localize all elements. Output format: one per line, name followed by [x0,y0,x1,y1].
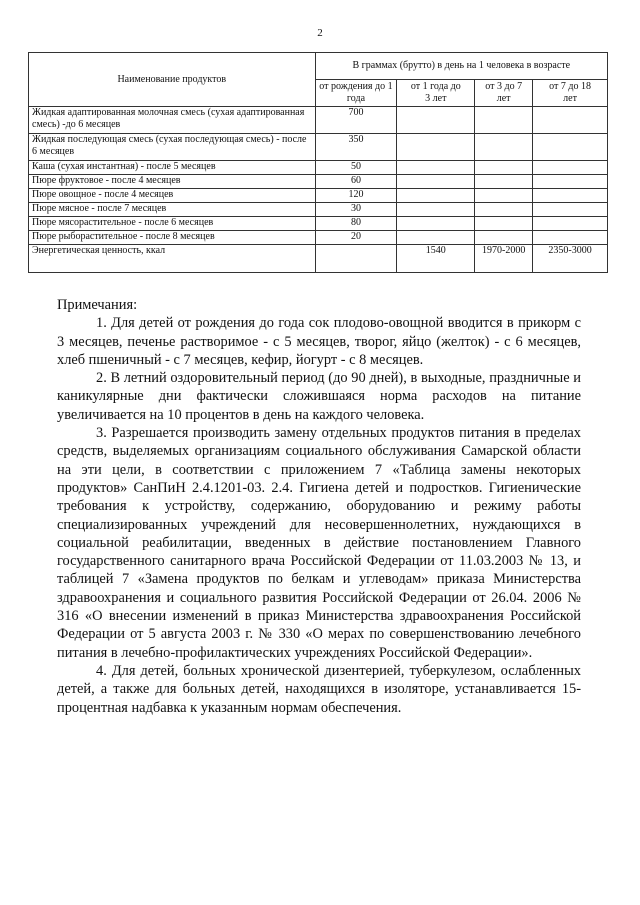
product-name-cell: Энергетическая ценность, ккал [29,245,316,273]
age-header-3-7: от 3 до 7 лет [475,80,533,107]
value-cell [397,134,475,161]
product-name-cell: Пюре фруктовое - после 4 месяцев [29,175,316,189]
value-cell: 1540 [397,245,475,273]
product-name-cell: Пюре овощное - после 4 месяцев [29,189,316,203]
note-item: 2. В летний оздоровительный период (до 90 дней), в выходные, праздничные и каникулярные дни фактически сложившаяся норма расходов на питание увеличивается на 10 процентов в день на каждого человека. [57,370,581,423]
value-cell: 30 [315,203,397,217]
table-row [29,175,608,189]
value-cell [533,175,608,189]
value-cell: 80 [315,217,397,231]
value-cell [397,231,475,245]
value-cell [475,231,533,245]
value-cell: 1970-2000 [475,245,533,273]
value-cell [397,189,475,203]
value-cell [397,175,475,189]
age-header-1-3: от 1 года до 3 лет [397,80,475,107]
age-header-7-18: от 7 до 18 лет [533,80,608,107]
value-cell [315,245,397,273]
value-cell [533,217,608,231]
value-cell [533,203,608,217]
table-row [29,134,608,161]
value-cell [475,107,533,134]
notes-section [57,296,581,717]
value-cell: 120 [315,189,397,203]
grams-per-day-header: В граммах (брутто) в день на 1 человека в возрасте [315,53,607,80]
note-item: 3. Разрешается производить замену отдельных продуктов питания в пределах средств, выделяемых организациям социального обслуживания Самарской области на эти цели, в соответствии с приложением 7 «Таблица замены некоторых продуктов» СанПиН 2.4.1201-03. 2.4. Гигиена детей и подростков. Гигиенические требования к устройству, содержанию, оборудованию и режиму работы специализированных учреждений для несовершеннолетних, нуждающихся в социальной реабилитации, введенных в действие постановлением Главного государственного санитарного врача Российской Федерации от 11.03.2003 № 13, и таблицей 7 «Замена продуктов по белкам и углеводам» приказа Министерства здравоохранения и социального развития Российской Федерации от 26.04. 2006 № 316 «О внесении изменений в приказ Министерства здравоохранения Российской Федерации от 5 августа 2003 г. № 330 «О мерах по совершенствованию лечебного питания в лечебно-профилактических учреждениях Российской Федерации». [57,425,581,661]
value-cell: 20 [315,231,397,245]
product-name-cell: Жидкая последующая смесь (сухая последующая смесь) - после 6 месяцев [29,134,316,161]
product-name-cell: Пюре рыборастительное - после 8 месяцев [29,231,316,245]
table-row [29,107,608,134]
product-name-cell: Пюре мясное - после 7 месяцев [29,203,316,217]
table-row [29,231,608,245]
value-cell [533,134,608,161]
table-row [29,217,608,231]
value-cell [397,217,475,231]
age-header-0-1: от рождения до 1 года [315,80,397,107]
value-cell [475,134,533,161]
value-cell [475,203,533,217]
value-cell [475,217,533,231]
product-name-header: Наименование продуктов [29,53,316,107]
value-cell: 350 [315,134,397,161]
value-cell: 2350-3000 [533,245,608,273]
product-name-cell: Каша (сухая инстантная) - после 5 месяцев [29,161,316,175]
value-cell [475,161,533,175]
table-row [29,203,608,217]
value-cell [475,175,533,189]
value-cell [533,161,608,175]
table-row [29,189,608,203]
value-cell [533,231,608,245]
value-cell [397,161,475,175]
value-cell [475,189,533,203]
page-number: 2 [317,27,323,39]
value-cell [397,107,475,134]
energy-value-row [29,245,608,273]
food-norms-table [28,52,608,273]
value-cell: 60 [315,175,397,189]
product-name-cell: Жидкая адаптированная молочная смесь (сухая адаптированная смесь) -до 6 месяцев [29,107,316,134]
note-item: 1. Для детей от рождения до года сок плодово-овощной вводится в прикорм с 3 месяцев, печенье растворимое - с 5 месяцев, творог, яйцо (желток) - с 6 месяцев, хлеб пшеничный - с 7 месяцев, кефир, йогурт - с 8 месяцев. [57,315,581,368]
note-item: 4. Для детей, больных хронической дизентерией, туберкулезом, ослабленных детей, а также для больных детей, находящихся в изоляторе, устанавливается 15-процентная надбавка к указанным нормам обеспечения. [57,662,581,716]
table-header-row [29,53,608,80]
table-row [29,161,608,175]
value-cell [533,189,608,203]
value-cell: 50 [315,161,397,175]
value-cell [397,203,475,217]
value-cell: 700 [315,107,397,134]
notes-title: Примечания: [57,297,138,313]
value-cell [533,107,608,134]
product-name-cell: Пюре мясорастительное - после 6 месяцев [29,217,316,231]
